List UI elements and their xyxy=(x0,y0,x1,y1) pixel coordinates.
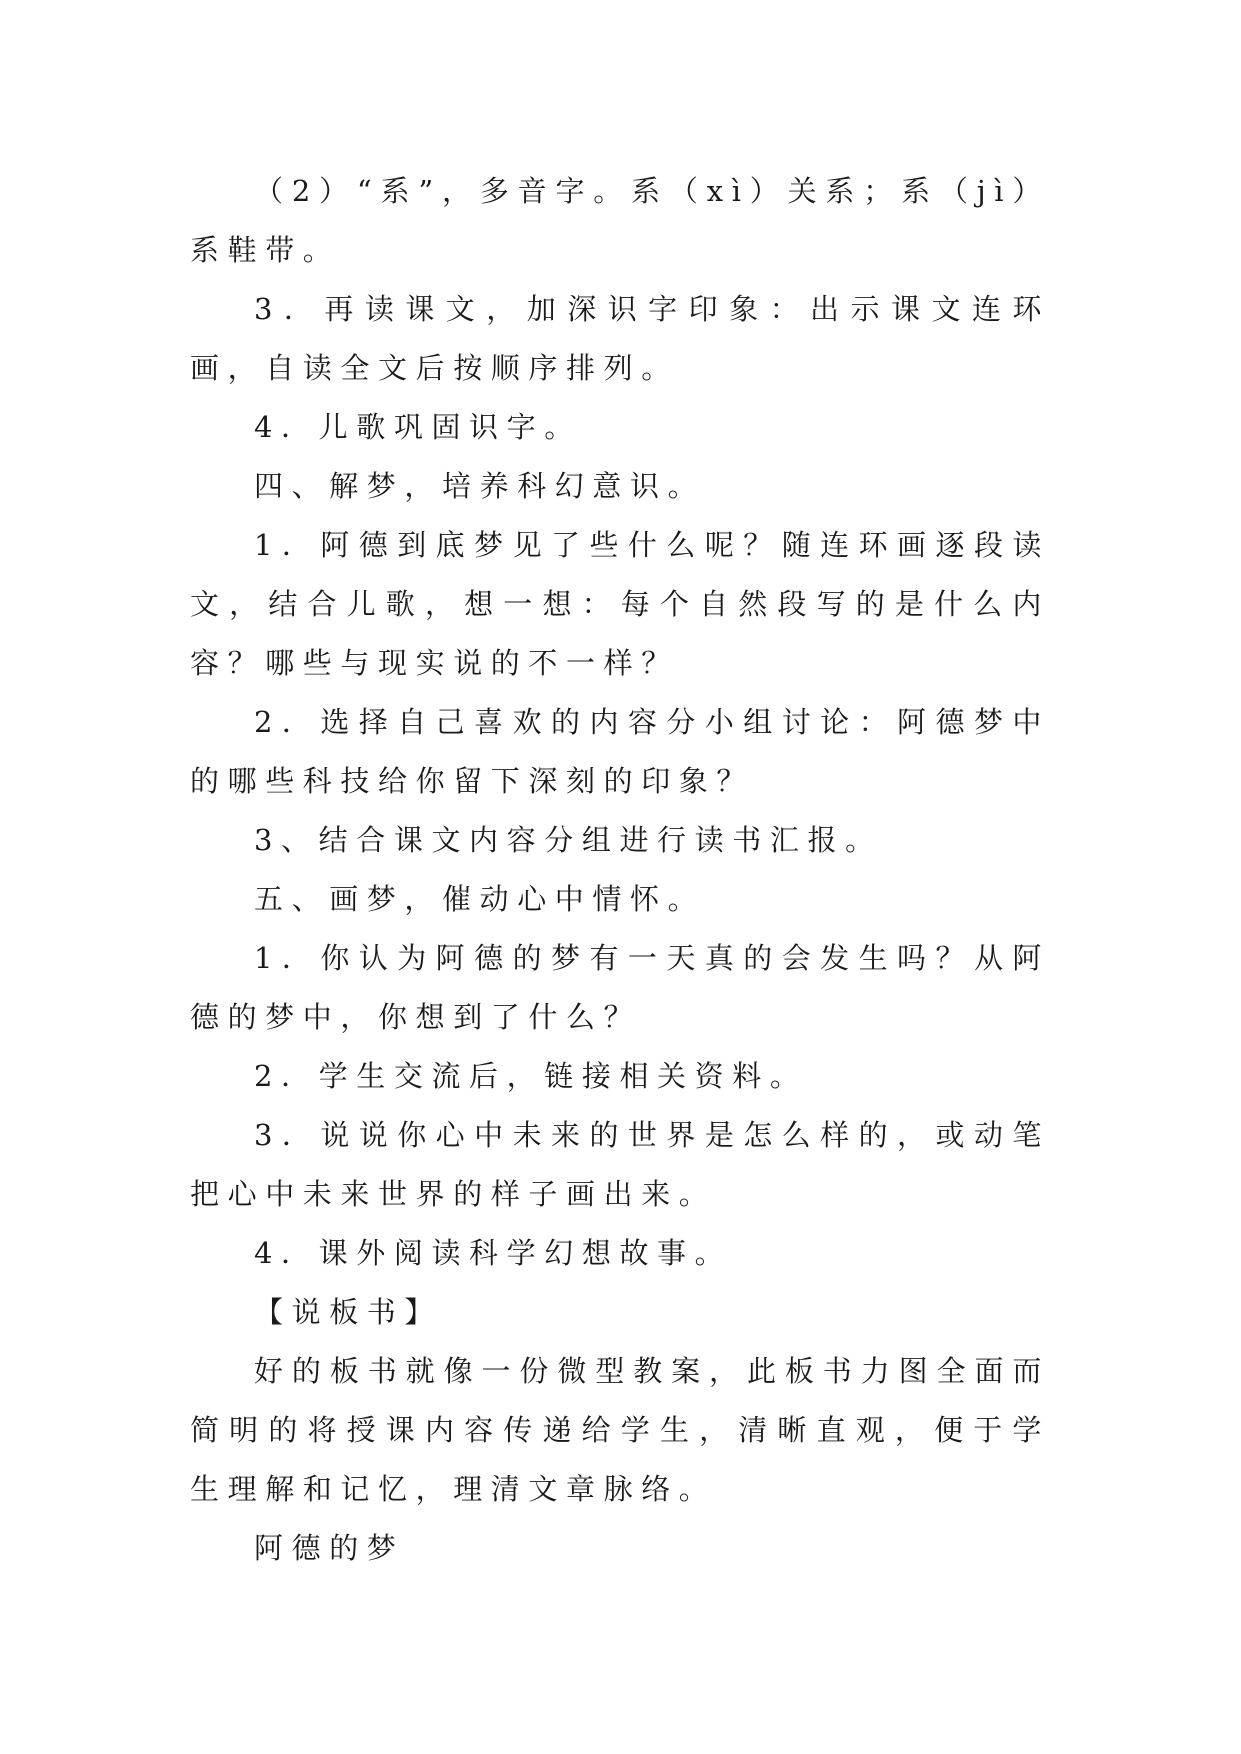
document-body xyxy=(190,162,1050,1578)
paragraph-reread-text: 3．再读课文，加深识字印象：出示课文连环画，自读全文后按顺序排列。 xyxy=(190,292,1050,385)
heading-section-five: 五、画梦，催动心中情怀。 xyxy=(254,882,706,916)
paragraph-dream-content: 1．阿德到底梦见了些什么呢？随连环画逐段读文，结合儿歌，想一想：每个自然段写的是什么内容？哪些与现实说的不一样？ xyxy=(190,528,1050,680)
paragraph-future-world: 3．说说你心中未来的世界是怎么样的，或动笔把心中未来世界的样子画出来。 xyxy=(190,1118,1050,1211)
paragraph-extracurricular-reading: 4．课外阅读科学幻想故事。 xyxy=(254,1236,733,1270)
paragraph-nursery-rhyme: 4．儿歌巩固识字。 xyxy=(254,410,582,444)
paragraph-polyphone-xi: （2）“系”，多音字。系（xì）关系；系（jì）系鞋带。 xyxy=(190,174,1050,267)
paragraph-student-exchange: 2．学生交流后，链接相关资料。 xyxy=(254,1059,808,1093)
blackboard-title: 阿德的梦 xyxy=(254,1531,405,1565)
paragraph-will-it-happen: 1．你认为阿德的梦有一天真的会发生吗？从阿德的梦中，你想到了什么？ xyxy=(190,941,1050,1034)
paragraph-reading-report: 3、结合课文内容分组进行读书汇报。 xyxy=(254,823,883,857)
heading-section-four: 四、解梦，培养科幻意识。 xyxy=(254,469,706,503)
paragraph-group-discussion: 2．选择自己喜欢的内容分小组讨论：阿德梦中的哪些科技给你留下深刻的印象？ xyxy=(190,705,1050,798)
paragraph-blackboard-description: 好的板书就像一份微型教案，此板书力图全面而简明的将授课内容传递给学生，清晰直观，便于学生理解和记忆，理清文章脉络。 xyxy=(190,1354,1050,1506)
heading-blackboard-design: 【说板书】 xyxy=(254,1295,443,1329)
